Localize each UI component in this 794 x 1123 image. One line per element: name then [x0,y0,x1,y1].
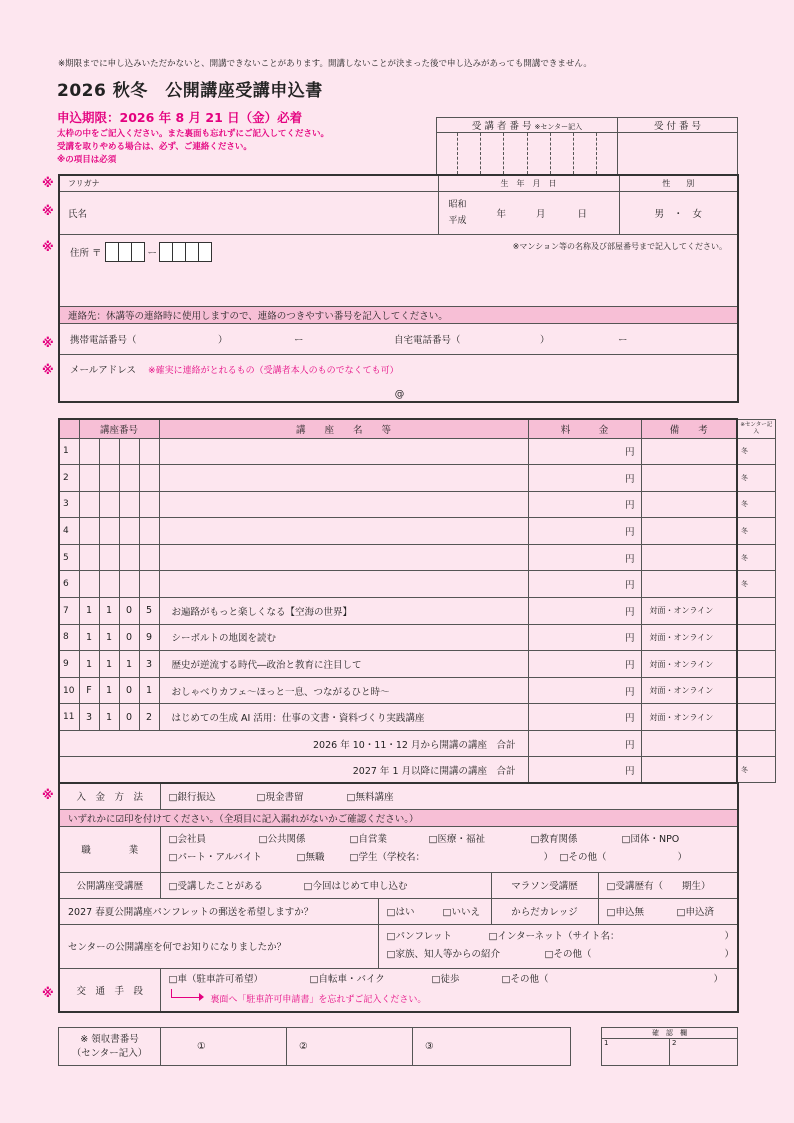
course-remark[interactable] [641,465,737,492]
name-field[interactable]: 氏名 [59,191,438,234]
course-digit[interactable] [139,438,159,465]
course-digit[interactable]: 0 [119,624,139,651]
subtotal-2026-center [737,731,775,757]
job-self[interactable]: □自営業 [349,834,387,845]
course-center [737,624,775,651]
source-other[interactable]: □その他（ [544,949,592,960]
course-digit[interactable]: 1 [139,677,159,704]
course-remark[interactable]: 対面・オンライン [641,677,737,704]
job-npo[interactable]: □団体・NPO [621,834,680,845]
postal-dash: ー [147,247,158,259]
course-digit[interactable]: 0 [119,677,139,704]
course-digit[interactable] [99,465,119,492]
pamphlet-no[interactable]: □いいえ [442,907,480,918]
receipt-no-field[interactable] [618,133,738,175]
receipt-label: ※ 領収書番号 （センター記入） [59,1028,161,1066]
college-options[interactable] [598,898,738,924]
confirm-2[interactable]: 2 [670,1039,738,1066]
transport-bike[interactable]: □自転車・バイク [309,973,385,985]
course-name[interactable] [159,438,528,465]
reception-box [436,117,738,175]
pamphlet-question: 2027 春夏公開講座パンフレットの郵送を希望しますか？ [59,898,378,924]
course-remark[interactable] [641,518,737,545]
table-row [59,571,775,598]
course-index: 9 [59,651,79,678]
era-showa[interactable]: 昭和 [448,199,467,210]
course-center: 冬 [737,518,775,545]
course-digit[interactable] [139,491,159,518]
confirm-label: 確 認 欄 [602,1028,738,1039]
course-index: 11 [59,704,79,731]
transport-walk[interactable]: □徒歩 [431,973,460,985]
receipt-no-header: 受 付 番 号 [618,118,738,133]
course-remark[interactable] [641,571,737,598]
job-none[interactable]: □無職 [296,852,325,863]
fee-header: 料 金 [528,419,641,438]
course-digit[interactable] [79,438,99,465]
subtotal-2026-remark[interactable] [641,731,737,757]
course-digit[interactable]: 5 [139,598,159,625]
course-digit[interactable] [99,544,119,571]
job-options[interactable] [160,826,738,872]
transport-car[interactable]: □車（駐車許可希望） [168,973,263,985]
table-row [59,624,775,651]
instruction-line: 受講を取りやめる場合は、必ず、ご連絡ください。 [57,142,252,152]
course-name[interactable] [159,465,528,492]
course-fee[interactable]: 円 [528,677,641,704]
table-row [59,491,775,518]
course-digit[interactable]: 3 [79,704,99,731]
subtotal-2026-label: 2026 年 10・11・12 月から開講の講座 合計 [59,731,528,757]
course-digit[interactable] [119,438,139,465]
table-row [59,518,775,545]
course-name[interactable]: おしゃべりカフェ～ほっと一息、つながるひと時～ [159,677,528,704]
marathon-option[interactable]: □受講歴有（ 期生） [598,872,738,898]
transport-label: 交 通 手 段 [59,968,160,1012]
course-center: 冬 [737,544,775,571]
subtotal-2026-fee[interactable]: 円 [528,731,641,757]
home-phone-label: 自宅電話番号（ [394,334,461,346]
course-digit[interactable] [139,518,159,545]
course-digit[interactable] [79,491,99,518]
course-index: 3 [59,491,79,518]
receipt-box [58,1027,571,1066]
course-digit[interactable]: 1 [99,704,119,731]
course-remark[interactable]: 対面・オンライン [641,704,737,731]
course-remark[interactable] [641,438,737,465]
course-digit[interactable]: 1 [119,651,139,678]
pamphlet-options[interactable] [378,898,491,924]
course-name[interactable]: 歴史が逆流する時代―政治と教育に注目して [159,651,528,678]
course-digit[interactable]: 0 [119,598,139,625]
course-digit[interactable] [79,518,99,545]
required-mark: ※ [42,363,54,377]
course-index: 2 [59,465,79,492]
table-row [59,677,775,704]
course-fee[interactable]: 円 [528,518,641,545]
job-other[interactable]: □その他（ [559,852,607,863]
subtotal-2027-fee[interactable]: 円 [528,757,641,783]
era-heisei[interactable]: 平成 [448,215,467,226]
course-digit[interactable] [119,571,139,598]
course-digit[interactable]: F [79,677,99,704]
subtotal-2027-label: 2027 年 1 月以降に開講の講座 合計 [59,757,528,783]
history-options[interactable] [160,872,491,898]
course-digit[interactable] [119,518,139,545]
source-internet[interactable]: □インターネット（サイト名： [488,931,620,942]
address-label: 住所 〒 [70,247,102,259]
paren: ） [677,852,688,863]
course-digit[interactable] [79,544,99,571]
course-fee[interactable]: 円 [528,438,641,465]
payment-bank[interactable]: □銀行振込 [168,792,216,804]
contact-header: 連絡先：休講等の連絡時に使用しますので、連絡のつきやすい番号を記入してください。 [59,306,738,323]
payment-free[interactable]: □無料講座 [346,792,394,804]
paren: ） [724,949,735,960]
course-index: 6 [59,571,79,598]
course-center: 冬 [737,491,775,518]
course-name[interactable]: お遍路がもっと楽しくなる【空海の世界】 [159,598,528,625]
job-parttime[interactable]: □パート・アルバイト [168,852,262,863]
student-no-header: 受 講 者 番 号 ※センター記入 [437,118,618,133]
required-mark: ※ [42,176,54,190]
course-name[interactable] [159,518,528,545]
course-remark[interactable] [641,491,737,518]
course-no-header: 講座番号 [79,419,159,438]
transport-options[interactable] [160,968,738,1012]
top-notice: ※期限までに申し込みいただかないと、開講できないことがあります。開講しないことが決まった後で申し込みがあっても開講できません。 [58,59,592,69]
table-row [59,544,775,571]
payment-label: 入 金 方 法 [59,783,160,809]
month-label: 月 [536,208,546,220]
course-center [737,651,775,678]
course-digit[interactable] [99,571,119,598]
history-yes[interactable]: □受講したことがある [168,881,263,892]
year-label: 年 [496,208,507,220]
arrow-icon [171,989,200,998]
paren: ） [713,973,724,985]
course-digit[interactable]: 1 [99,651,119,678]
source-options[interactable] [378,924,738,968]
job-education[interactable]: □教育関係 [530,834,578,845]
course-fee[interactable]: 円 [528,491,641,518]
transport-note: 裏面へ「駐車許可申請書」を忘れずご記入ください。 [169,989,738,1009]
job-employee[interactable]: □会社員 [168,834,206,845]
paren: ） [724,931,735,942]
course-index: 10 [59,677,79,704]
paren: ） [540,334,550,346]
student-no-field[interactable] [437,133,618,175]
college-applied[interactable]: □申込済 [676,907,714,918]
instruction-line: 太枠の中をご記入ください。また裏面も忘れずにご記入してください。 [57,129,330,139]
table-row [59,465,775,492]
page-title: 2026 秋冬 公開講座受講申込書 [57,81,323,101]
course-center: 冬 [737,438,775,465]
history-first[interactable]: □今回はじめて申し込む [303,881,408,892]
course-fee[interactable]: 円 [528,465,641,492]
table-row [59,704,775,731]
paren: ） [543,852,554,863]
history-label: 公開講座受講歴 [59,872,160,898]
center-header: ※センター記入 [737,419,775,438]
receipt-2[interactable]: ② [287,1028,413,1066]
paren: ） [218,334,228,346]
course-center [737,598,775,625]
course-digit[interactable] [99,491,119,518]
pamphlet-yes[interactable]: □はい [386,907,415,918]
course-digit[interactable] [79,465,99,492]
course-fee[interactable]: 円 [528,571,641,598]
receipt-3[interactable]: ③ [413,1028,571,1066]
course-center: 冬 [737,465,775,492]
mobile-label: 携帯電話番号（ [70,334,137,346]
course-index: 5 [59,544,79,571]
birth-header: 生 年 月 日 [438,175,619,191]
course-digit[interactable]: 3 [139,651,159,678]
course-remark[interactable]: 対面・オンライン [641,624,737,651]
confirm-1[interactable]: 1 [602,1039,670,1066]
required-mark: ※ [42,986,54,1000]
course-center [737,677,775,704]
course-remark[interactable] [641,544,737,571]
gender-header: 性 別 [619,175,738,191]
college-none[interactable]: □申込無 [606,907,644,918]
course-digit[interactable]: 0 [119,704,139,731]
course-digit[interactable]: 1 [79,598,99,625]
job-public[interactable]: □公共関係 [258,834,306,845]
instructions [57,128,329,167]
postal-code-part2[interactable] [160,242,212,262]
required-mark: ※ [42,240,54,254]
course-index: 4 [59,518,79,545]
instruction-line: ※の項目は必須 [57,155,117,165]
course-fee[interactable]: 円 [528,704,641,731]
email-field[interactable] [59,354,738,402]
course-digit[interactable] [99,518,119,545]
table-row [59,598,775,625]
course-digit[interactable]: 1 [79,624,99,651]
confirm-box [601,1027,738,1066]
course-digit[interactable] [139,465,159,492]
payment-options[interactable] [160,783,738,809]
day-label: 日 [577,208,588,220]
job-student[interactable]: □学生（学校名： [349,852,425,863]
deadline-text: 申込期限：2026 年 8 月 21 日（金）必着 [57,110,303,125]
course-fee[interactable]: 円 [528,624,641,651]
course-digit[interactable]: 1 [99,677,119,704]
required-mark: ※ [42,204,54,218]
subtotal-2027-remark[interactable] [641,757,737,783]
course-digit[interactable] [139,571,159,598]
personal-info-table [58,174,739,403]
course-name[interactable] [159,491,528,518]
remarks-header: 備 考 [641,419,737,438]
address-note: ※マンション等の名称及び部屋番号まで記入してください。 [512,241,727,251]
table-row [59,651,775,678]
course-name[interactable] [159,544,528,571]
phone-row[interactable] [59,323,738,354]
table-row [59,438,775,465]
course-digit[interactable] [119,465,139,492]
course-name[interactable]: シーボルトの地図を読む [159,624,528,651]
course-digit[interactable] [79,571,99,598]
source-referral[interactable]: □家族、知人等からの紹介 [386,949,500,960]
college-label: からだカレッジ [491,898,598,924]
receipt-1[interactable]: ① [161,1028,287,1066]
postal-code-part1[interactable] [106,242,145,262]
course-fee[interactable]: 円 [528,651,641,678]
course-digit[interactable]: 1 [99,624,119,651]
course-index: 7 [59,598,79,625]
email-note: ※確実に連絡がとれるもの（受講者本人のものでなくても可） [148,365,399,376]
course-index: 1 [59,438,79,465]
course-digit[interactable] [139,544,159,571]
payment-cash[interactable]: □現金書留 [256,792,304,804]
course-digit[interactable]: 9 [139,624,159,651]
marathon-label: マラソン受講歴 [491,872,598,898]
course-digit[interactable]: 2 [139,704,159,731]
course-fee[interactable]: 円 [528,544,641,571]
address-field[interactable] [59,234,738,306]
at-mark: @ [394,388,405,400]
course-digit[interactable]: 1 [79,651,99,678]
job-label: 職 業 [59,826,160,872]
dash: ー [294,334,304,346]
transport-other[interactable]: □その他（ [501,973,549,985]
course-remark[interactable]: 対面・オンライン [641,651,737,678]
course-table [58,418,776,783]
course-digit[interactable] [119,544,139,571]
source-pamphlet[interactable]: □パンフレット [386,931,453,942]
course-digit[interactable]: 1 [99,598,119,625]
required-mark: ※ [42,788,54,802]
course-index: 8 [59,624,79,651]
course-name-header: 講 座 名 等 [159,419,528,438]
course-name[interactable]: はじめての生成 AI 活用：仕事の文書・資料づくり実践講座 [159,704,528,731]
subtotal-2027-center: 冬 [737,757,775,783]
source-question: センターの公開講座を何でお知りになりましたか？ [59,924,378,968]
course-center: 冬 [737,571,775,598]
email-label: メールアドレス [70,364,137,376]
course-digit[interactable] [119,491,139,518]
furigana-field[interactable]: フリガナ [59,175,438,191]
course-center [737,704,775,731]
required-mark: ※ [42,336,54,350]
gender-options[interactable]: 男 ・ 女 [619,191,738,234]
job-medical[interactable]: □医療・福祉 [428,834,485,845]
check-note: いずれかに☑印を付けてください。（全項目に記入漏れがないかご確認ください。） [59,809,738,826]
course-fee[interactable]: 円 [528,598,641,625]
birthdate-field[interactable] [438,191,619,234]
course-name[interactable] [159,571,528,598]
course-digit[interactable] [99,438,119,465]
dash: ー [618,334,628,346]
course-remark[interactable]: 対面・オンライン [641,598,737,625]
survey-table [58,782,739,1013]
